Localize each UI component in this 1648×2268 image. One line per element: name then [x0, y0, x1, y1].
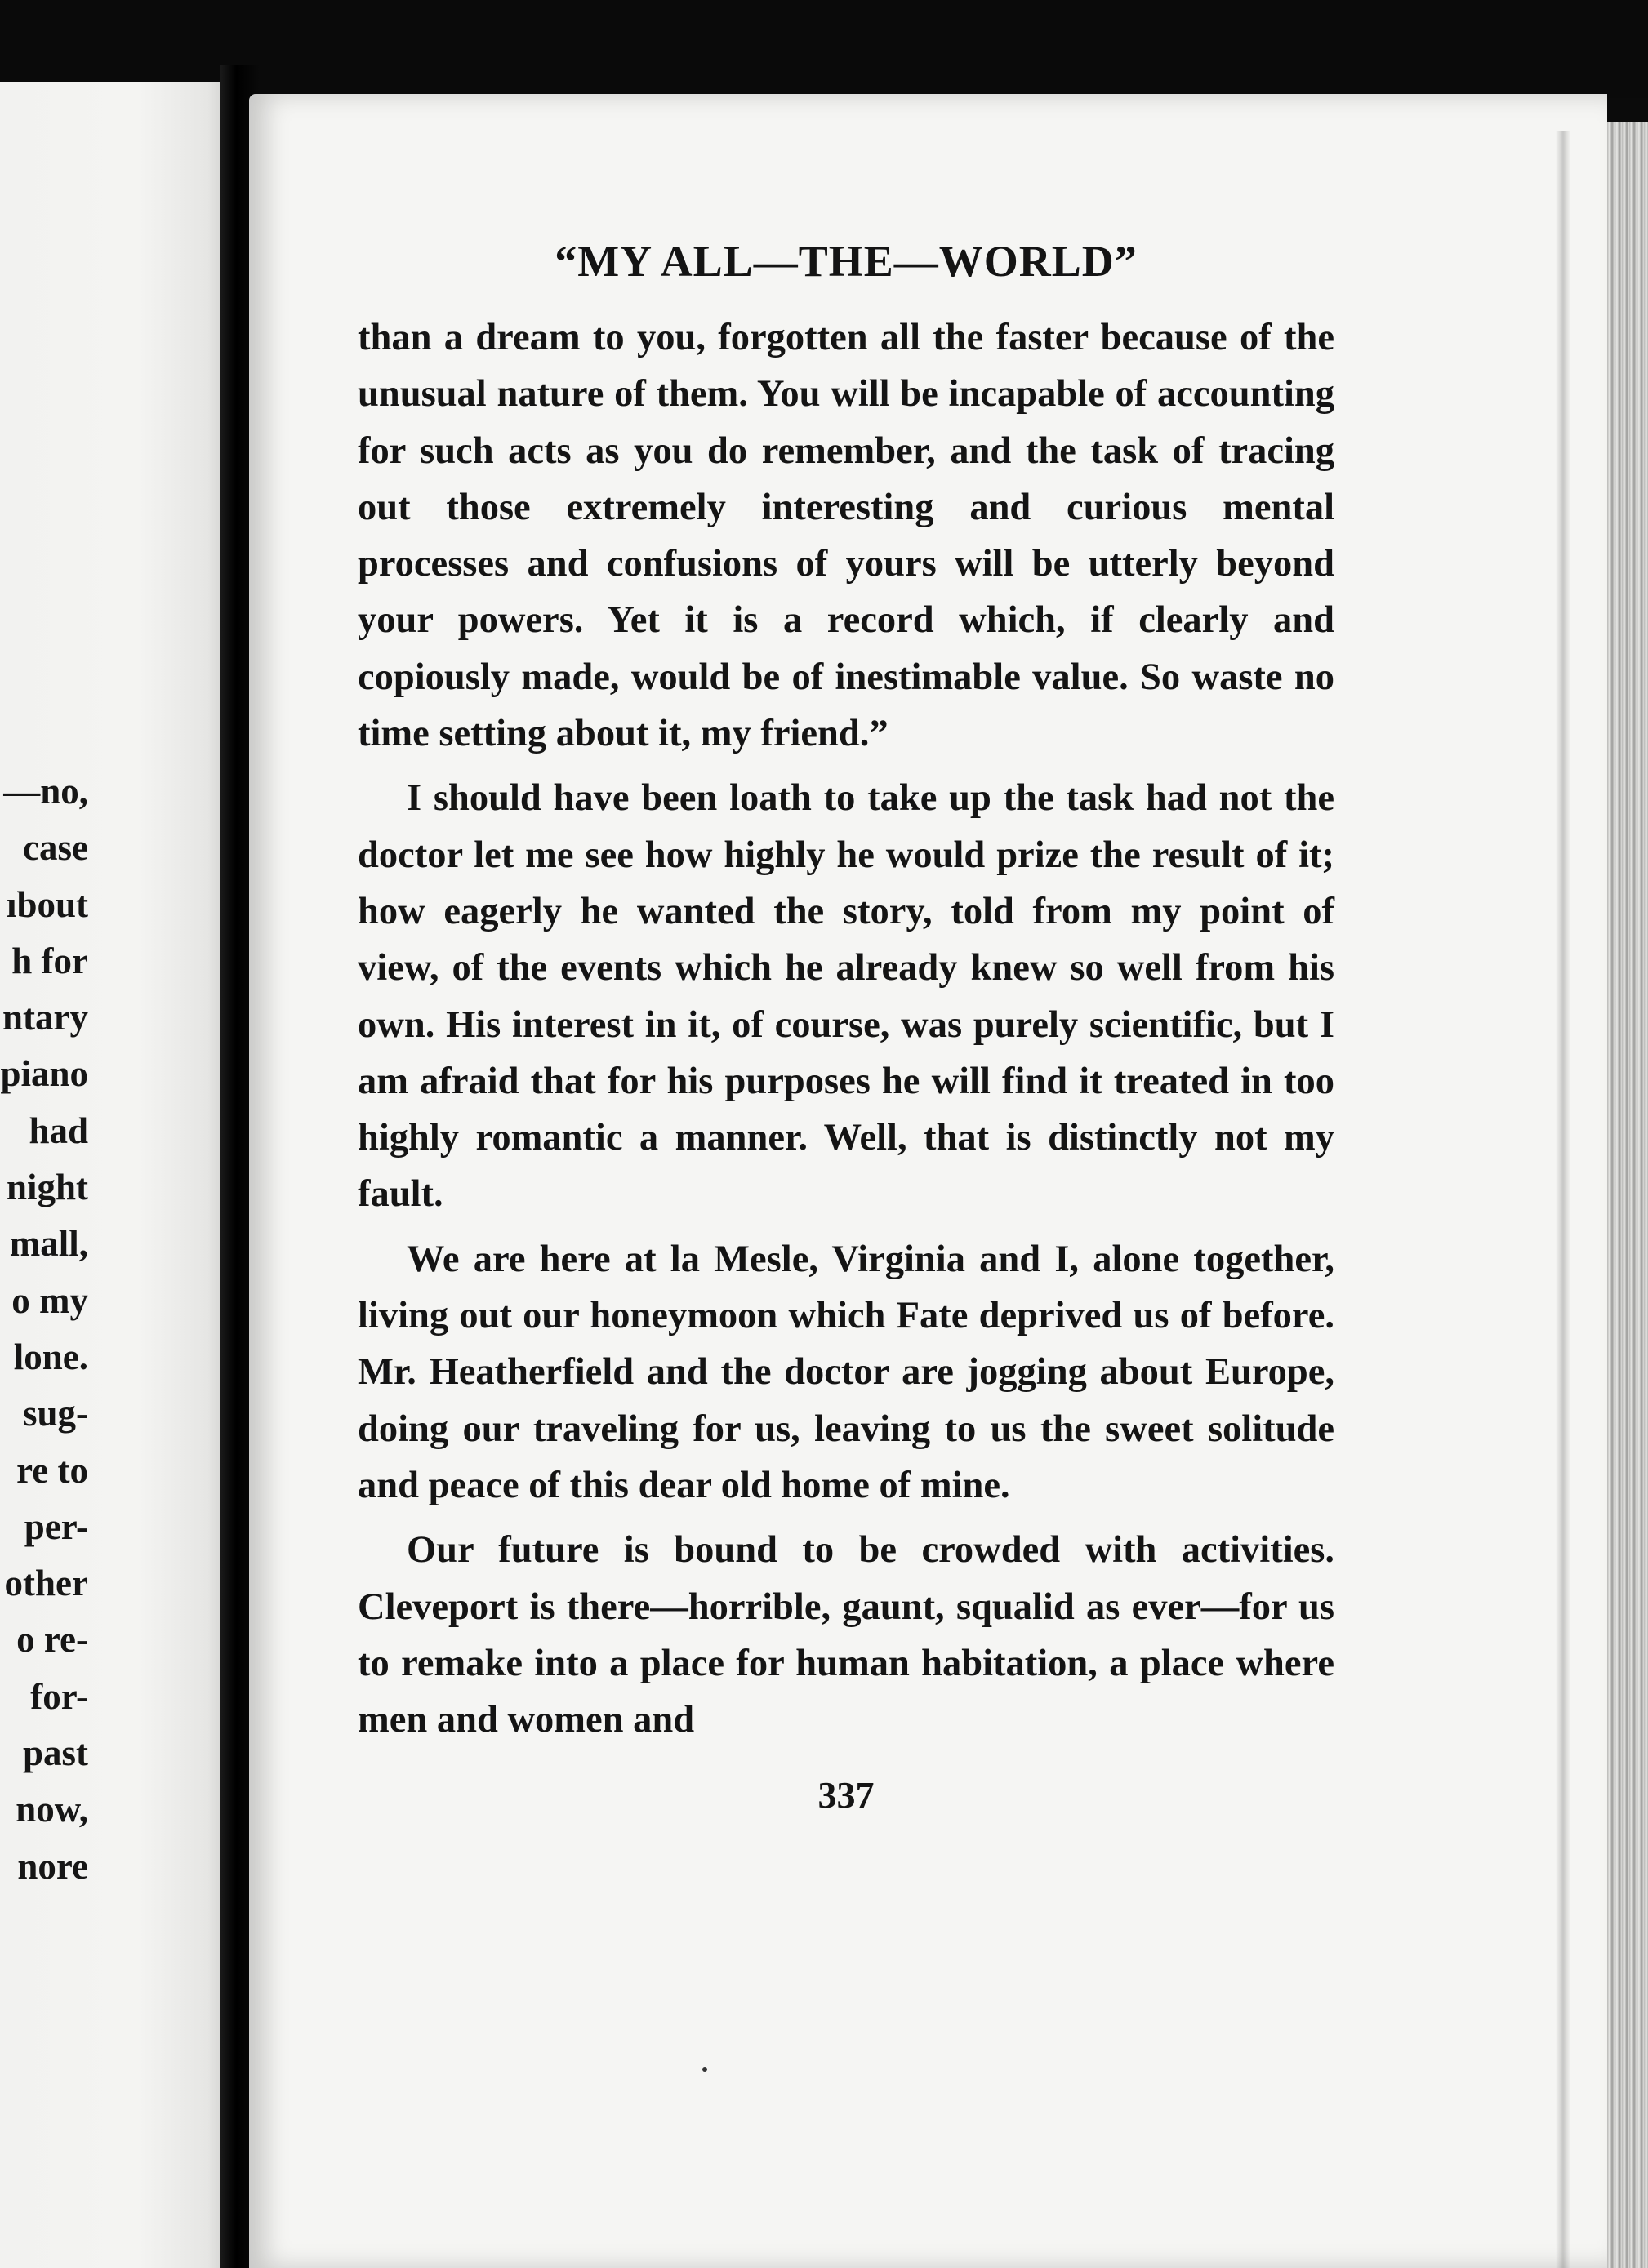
paragraph: than a dream to you, forgotten all the faster because of the unusual nature of them. You will be incapable of accounting for such acts as you do remember, and the task of tracing out those extremely interesting and curious mental processes and confusions of yours will be utterly beyond your powers. Yet it is a record which, if clearly and copiously made, would be of inestimable value. So waste no time setting about it, my friend.”: [358, 317, 1334, 755]
left-line: ıbout: [6, 883, 88, 925]
page-number: 337: [817, 1774, 875, 1817]
left-line: other: [4, 1563, 88, 1604]
paragraph: Our future is bound to be crowded with activities. Cleveport is there—horrible, gaunt, squalid as ever—for us to remake into a place for human habitation, a place where men and women and: [358, 1529, 1334, 1741]
left-line: h for: [11, 940, 88, 981]
left-line: —no,: [3, 771, 88, 812]
left-line: lone.: [13, 1336, 88, 1377]
left-page-text: [0, 763, 88, 1895]
ink-speck: [702, 2067, 707, 2072]
left-line: mall,: [9, 1223, 88, 1265]
page-content: [358, 233, 1334, 1820]
left-line: for-: [30, 1675, 88, 1717]
left-line: sug-: [22, 1393, 88, 1434]
left-line: night: [6, 1167, 88, 1208]
left-line: had: [29, 1110, 88, 1151]
left-line: ntary: [2, 997, 88, 1038]
paragraph: We are here at la Mesle, Virginia and I, alone together, living out our honeymoon which Fate deprived us of before. Mr. Heatherfield and the doctor are jogging about Europe, doing our traveling for us, leaving to us the sweet solitude and peace of this dear old home of mine.: [358, 1238, 1334, 1506]
left-line: piano: [0, 1053, 88, 1095]
left-line: case: [23, 827, 88, 869]
left-line: now,: [16, 1789, 88, 1830]
page-shadow: [1556, 131, 1570, 2268]
left-line: nore: [17, 1845, 88, 1887]
page-edges: [1607, 122, 1648, 2268]
left-line: o my: [11, 1279, 88, 1321]
paragraph: I should have been loath to take up the task had not the doctor let me see how highly he would prize the result of it; how eagerly he wanted the story, told from my point of view, of the events which he already knew so well from his own. His interest in it, of course, was purely scientific, but I am afraid that for his purposes he will find it treated in too highly romantic a manner. Well, that is distinctly not my fault.: [358, 777, 1334, 1216]
left-line: re to: [16, 1449, 88, 1491]
left-line: per-: [24, 1505, 88, 1547]
left-line: o re-: [16, 1619, 88, 1661]
left-line: past: [22, 1732, 88, 1774]
running-head: “MY ALL—THE—WORLD”: [555, 237, 1138, 286]
